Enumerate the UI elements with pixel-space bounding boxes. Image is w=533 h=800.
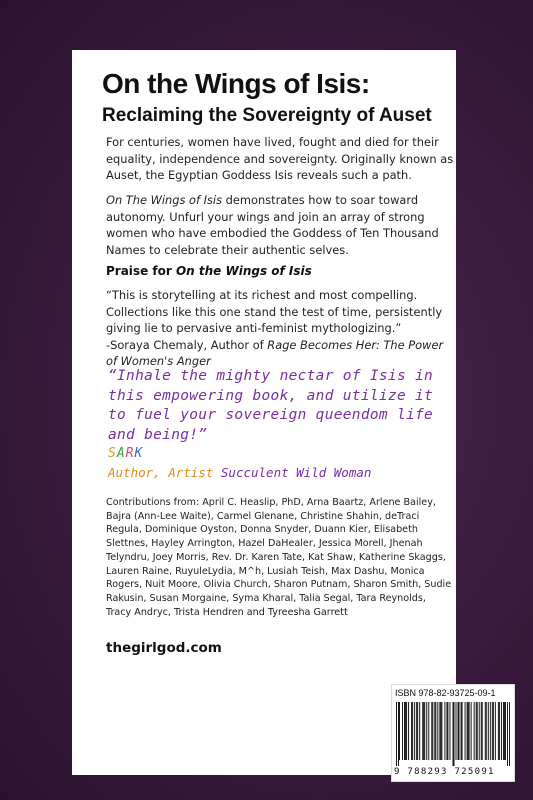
barcode-bar: [399, 702, 400, 760]
barcode-bar: [459, 702, 460, 760]
praise-quote-text: “This is storytelling at its richest and most compelling. Collections like this one stand the test of time, persistently giving lie to pervasive anti-feminist mythologizing.”: [106, 288, 443, 335]
barcode-bar: [437, 702, 438, 760]
barcode-bar: [490, 702, 491, 760]
barcode-bar: [417, 702, 418, 760]
back-cover-panel: [72, 50, 456, 775]
barcode-number: 9 788293 725091: [394, 767, 495, 777]
barcode-bar: [454, 702, 455, 766]
sark-signature: [108, 446, 143, 461]
barcode-bar: [432, 702, 433, 760]
barcode-bar: [461, 702, 462, 760]
barcode-bar: [488, 702, 489, 760]
barcode-bar: [444, 702, 445, 760]
barcode-bar: [503, 702, 504, 760]
barcode-bars: [396, 702, 510, 766]
barcode-bar: [402, 702, 403, 760]
quote-attribution-book: Rage Becomes Her: The Power of Women's Anger: [106, 337, 444, 368]
praise-book-title: On the Wings of Isis: [175, 264, 312, 278]
blurb-paragraph-1: For centuries, women have lived, fought and died for their equality, independence and sovereignty. Originally known as Auset, the Egyptian Goddess Isis reveals such a path.: [106, 135, 454, 182]
barcode-bar: [424, 702, 425, 760]
barcode-bar: [469, 702, 470, 760]
barcode-bar: [504, 702, 505, 760]
sark-letter: R: [125, 446, 135, 461]
praise-prefix: Praise for: [106, 264, 176, 278]
barcode-bar: [492, 702, 493, 760]
barcode-bar: [411, 702, 412, 760]
praise-quote: [106, 287, 456, 370]
barcode-bar: [462, 702, 463, 760]
praise-heading: [106, 264, 312, 278]
barcode-bar: [465, 702, 466, 760]
barcode-bar: [406, 702, 407, 760]
barcode-bar: [396, 702, 397, 766]
barcode-bar: [486, 702, 487, 760]
website-url: thegirlgod.com: [106, 640, 222, 656]
book-title: On the Wings of Isis:: [102, 68, 370, 99]
barcode-bar: [456, 702, 457, 760]
barcode-bar: [416, 702, 417, 760]
barcode-bar: [423, 702, 424, 760]
barcode-bar: [426, 702, 427, 760]
barcode-bar: [453, 702, 454, 766]
blurb-paragraph-2: [106, 192, 456, 258]
barcode-bar: [434, 702, 435, 760]
book-subtitle: Reclaiming the Sovereignty of Auset: [102, 105, 432, 126]
barcode-bar: [404, 702, 405, 760]
barcode-bar: [498, 702, 499, 760]
isbn-barcode: [391, 684, 515, 782]
sark-role-author: Author, Artist: [108, 465, 214, 480]
barcode-bar: [485, 702, 486, 760]
barcode-bar: [447, 702, 448, 760]
barcode-bar: [439, 702, 440, 760]
barcode-bar: [481, 702, 482, 760]
barcode-bar: [476, 702, 477, 760]
barcode-bar: [419, 702, 420, 760]
sark-letter: S: [108, 446, 117, 461]
blurb-paragraph-2-text: demonstrates how to soar toward autonomy. Unfurl your wings and join an array of strong women who have embodied the Goddess of Ten Thousand Names to celebrate their authentic selves.: [106, 193, 439, 257]
barcode-bar: [482, 702, 483, 760]
quote-attribution-prefix: -Soraya Chemaly, Author of: [106, 337, 268, 352]
barcode-bar: [398, 702, 399, 766]
sark-letter: K: [134, 446, 144, 461]
barcode-bar: [468, 702, 469, 760]
barcode-bar: [441, 702, 442, 760]
barcode-bar: [449, 702, 450, 760]
isbn-label: ISBN 978-82-93725-09-1: [395, 688, 496, 698]
barcode-bar: [479, 702, 480, 760]
barcode-bar: [422, 702, 423, 760]
barcode-bar: [435, 702, 436, 760]
barcode-bar: [499, 702, 500, 760]
blurb-book-title: On The Wings of Isis: [106, 193, 223, 207]
barcode-bar: [467, 702, 468, 760]
barcode-bar: [474, 702, 475, 760]
barcode-bar: [405, 702, 406, 760]
barcode-bar: [495, 702, 496, 760]
barcode-bar: [458, 702, 459, 760]
barcode-bar: [505, 702, 506, 760]
sark-role-wild-woman: Succulent Wild Woman: [220, 465, 372, 480]
barcode-bar: [428, 702, 429, 760]
barcode-bar: [477, 702, 478, 760]
barcode-bar: [431, 702, 432, 760]
sark-roles: [108, 465, 371, 480]
barcode-bar: [509, 702, 510, 766]
barcode-bar: [507, 702, 508, 766]
barcode-bar: [471, 702, 472, 760]
barcode-bar: [414, 702, 415, 760]
barcode-bar: [446, 702, 447, 760]
barcode-bar: [412, 702, 413, 760]
barcode-bar: [440, 702, 441, 760]
barcode-bar: [501, 702, 502, 760]
barcode-bar: [408, 702, 409, 760]
sark-letter: A: [116, 446, 126, 461]
contributors-list: Contributions from: April C. Heaslip, PhD, Arna Baartz, Arlene Bailey, Bajra (Ann-Lee Waite), Carmel Glenane, Christine Shahin, deTraci Regula, Dominique Oyston, Donna Snyder, Duann Kier, Elisabeth Slettnes, Hayley Arrington, Hazel DaHealer, Jessica Morell, Jhenah Telyndru, Joey Morris, Rev. Dr. Karen Tate, Kat Shaw, Katherine Skaggs, Lauren Raine, RuyuleLydia, M^h, Lusiah Teish, Max Dashu, Monica Rogers, Nuit Moore, Olivia Church, Sharon Putnam, Sharon Smith, Sudie Rakusin, Susan Morgaine, Syma Kharal, Talia Segal, Tara Reynolds, Tracy Andryc, Trista Hendren and Tyreesha Garrett: [106, 497, 452, 618]
barcode-bar: [493, 702, 494, 760]
handwritten-quote: “Inhale the mighty nectar of Isis in this empowering book, and utilize it to fuel your sovereign queendom life and being!”: [108, 368, 434, 443]
